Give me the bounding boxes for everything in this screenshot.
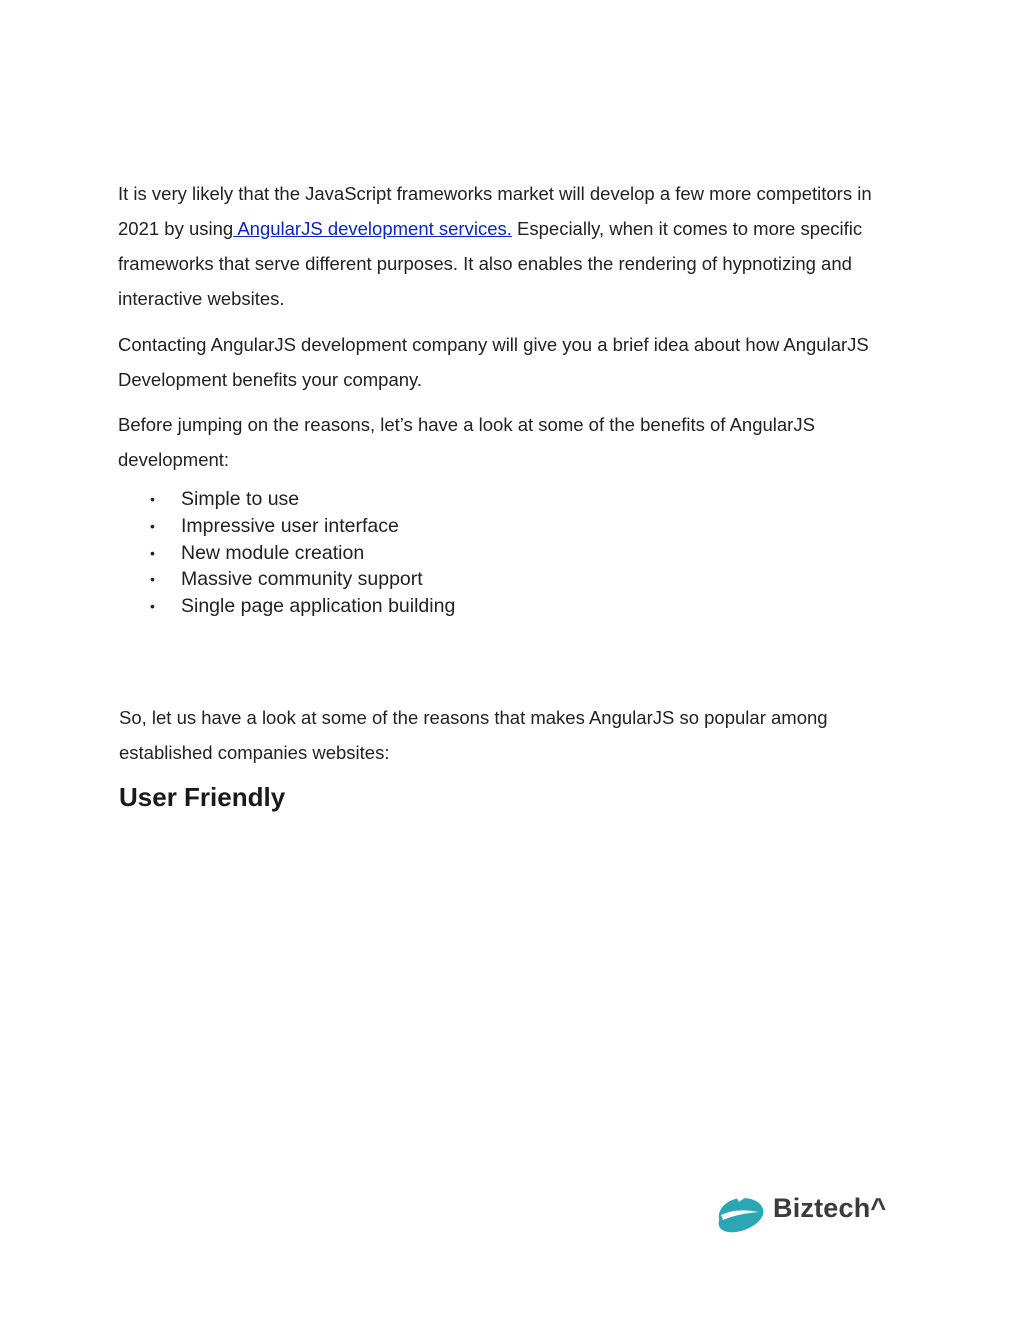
angularjs-services-link[interactable]: AngularJS development services.: [233, 218, 512, 239]
list-item: [150, 593, 455, 620]
list-item: [150, 486, 455, 513]
biztech-swoosh-logo-icon: [715, 1189, 767, 1237]
list-item-text: New module creation: [181, 541, 365, 564]
benefits-list: [150, 486, 455, 620]
bullet-marker: •: [150, 491, 155, 507]
list-item-text: Impressive user interface: [181, 514, 399, 537]
intro-paragraph: [118, 176, 898, 316]
section-heading: User Friendly: [119, 782, 286, 812]
list-item-text: Single page application building: [181, 595, 456, 618]
biztech-logo: [715, 1188, 886, 1238]
intro-text-after-link: Especially, when it comes to more specific frameworks that serve different purposes. It also enables the rendering of hypnotizing and interactive websites.: [118, 218, 863, 309]
benefits-intro-paragraph: Before jumping on the reasons, let’s have a look at some of the benefits of AngularJS development:: [118, 414, 815, 470]
bullet-marker: •: [150, 544, 155, 561]
bullet-marker: •: [150, 571, 155, 588]
intro-text-before-link: It is very likely that the JavaScript frameworks market will develop a few more competitors in 2021 by using: [118, 183, 872, 239]
list-item: [150, 566, 455, 593]
logo-wordmark: Biztech^: [773, 1192, 887, 1223]
contact-paragraph: Contacting AngularJS development company will give you a brief idea about how AngularJS Development benefits your company.: [118, 334, 869, 390]
bullet-marker: •: [150, 598, 155, 615]
list-item: [150, 513, 455, 540]
list-item-text: Simple to use: [181, 488, 300, 510]
list-item: [150, 540, 455, 567]
reasons-intro-paragraph: So, let us have a look at some of the reasons that makes AngularJS so popular among established companies websites:: [119, 707, 828, 763]
bullet-marker: •: [150, 517, 155, 534]
list-item-text: Massive community support: [181, 568, 423, 591]
